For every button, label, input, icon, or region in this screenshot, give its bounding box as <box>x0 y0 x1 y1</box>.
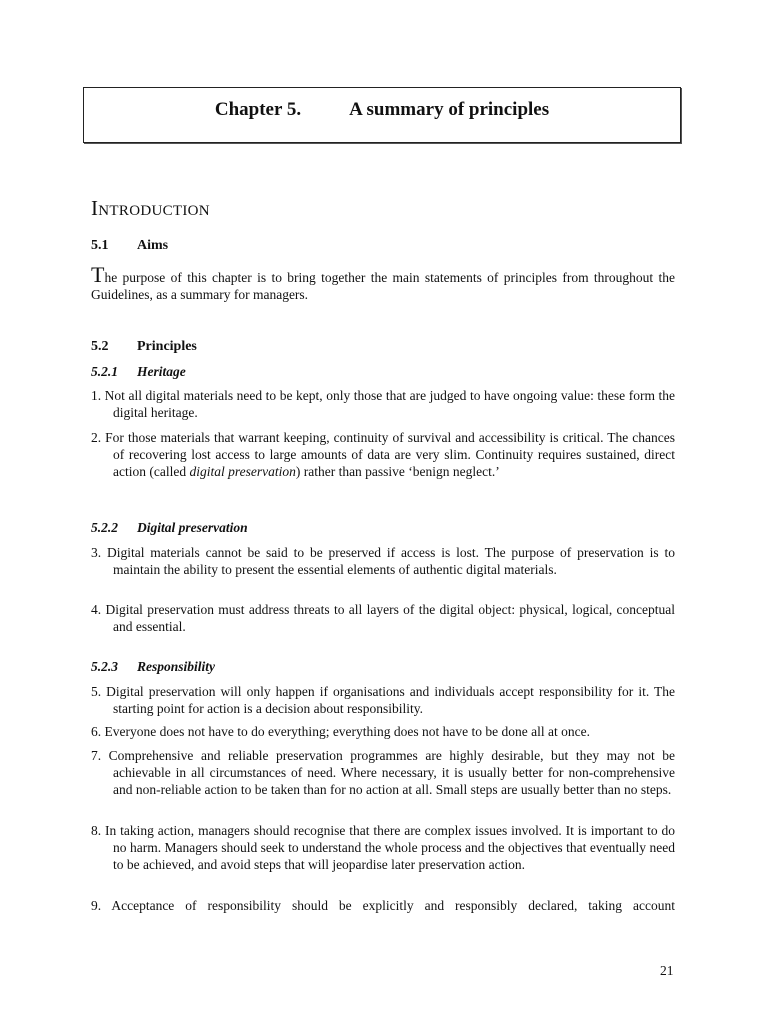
item-emphasis: digital preservation <box>189 464 296 479</box>
section-title: Responsibility <box>137 659 216 674</box>
aims-text: he purpose of this chapter is to bring together the main statements of principles from throughout the Guidelines, as a summary for managers. <box>91 270 675 302</box>
section-number: 5.1 <box>91 238 109 253</box>
principle-item-5: 5. Digital preservation will only happen if organisations and individuals accept responsibility for it. The starting point for action is a decision about responsibility. <box>91 684 675 716</box>
section-title: Digital preservation <box>137 520 248 535</box>
section-number: 5.2 <box>91 339 109 354</box>
principle-item-6: 6. Everyone does not have to do everything; everything does not have to be done all at once. <box>91 724 590 739</box>
principle-item-3: 3. Digital materials cannot be said to be preserved if access is lost. The purpose of preservation is to maintain the ability to present the essential elements of authentic digital materials. <box>91 545 675 577</box>
principle-item-1: 1. Not all digital materials need to be kept, only those that are judged to have ongoing value: these form the digital heritage. <box>91 388 675 420</box>
section-number: 5.2.3 <box>91 659 118 674</box>
page-number: 21 <box>660 963 674 978</box>
drop-cap: T <box>91 262 105 287</box>
chapter-number: Chapter 5. <box>214 99 302 120</box>
chapter-title-box <box>83 87 681 143</box>
principle-item-9: 9. Acceptance of responsibility should be explicitly and responsibly declared, taking account <box>91 898 675 913</box>
section-number: 5.2.2 <box>91 520 118 535</box>
aims-paragraph <box>91 262 675 303</box>
principle-item-2 <box>91 429 675 480</box>
section-title: Principles <box>137 339 197 354</box>
principle-item-8: 8. In taking action, managers should recognise that there are complex issues involved. It is important to do no harm. Managers should seek to understand the whole process and the objectives that eventually need to be achieved, and avoid steps that will jeopardise later preservation action. <box>91 823 675 872</box>
item-text: 2. For those materials that warrant keeping, continuity of survival and accessibility is critical. The chances of recovering lost access to large amounts of data are very slim. Continuity requires sustained, direct action (called <box>91 430 675 479</box>
section-5-2-2-heading <box>91 520 248 536</box>
section-title: Heritage <box>137 364 186 379</box>
section-title: Aims <box>137 238 169 253</box>
section-5-2-1-heading <box>91 364 186 380</box>
section-5-2-heading <box>91 339 197 355</box>
principle-item-7: 7. Comprehensive and reliable preservation programmes are highly desirable, but they may not be achievable in all circumstances of need. Where necessary, it is usually better for non-comprehensive and non-reliable action to be taken than for no action at all. Small steps are usually better than no steps. <box>91 748 675 797</box>
section-5-2-3-heading <box>91 659 215 675</box>
introduction-heading: Introduction <box>91 196 210 220</box>
section-5-1-heading <box>91 238 168 254</box>
principle-item-4: 4. Digital preservation must address threats to all layers of the digital object: physical, logical, conceptual and essential. <box>91 602 675 634</box>
chapter-name: A summary of principles <box>349 99 550 120</box>
chapter-title <box>215 99 549 121</box>
section-number: 5.2.1 <box>91 364 118 379</box>
item-text: ) rather than passive ‘benign neglect.’ <box>295 464 500 479</box>
